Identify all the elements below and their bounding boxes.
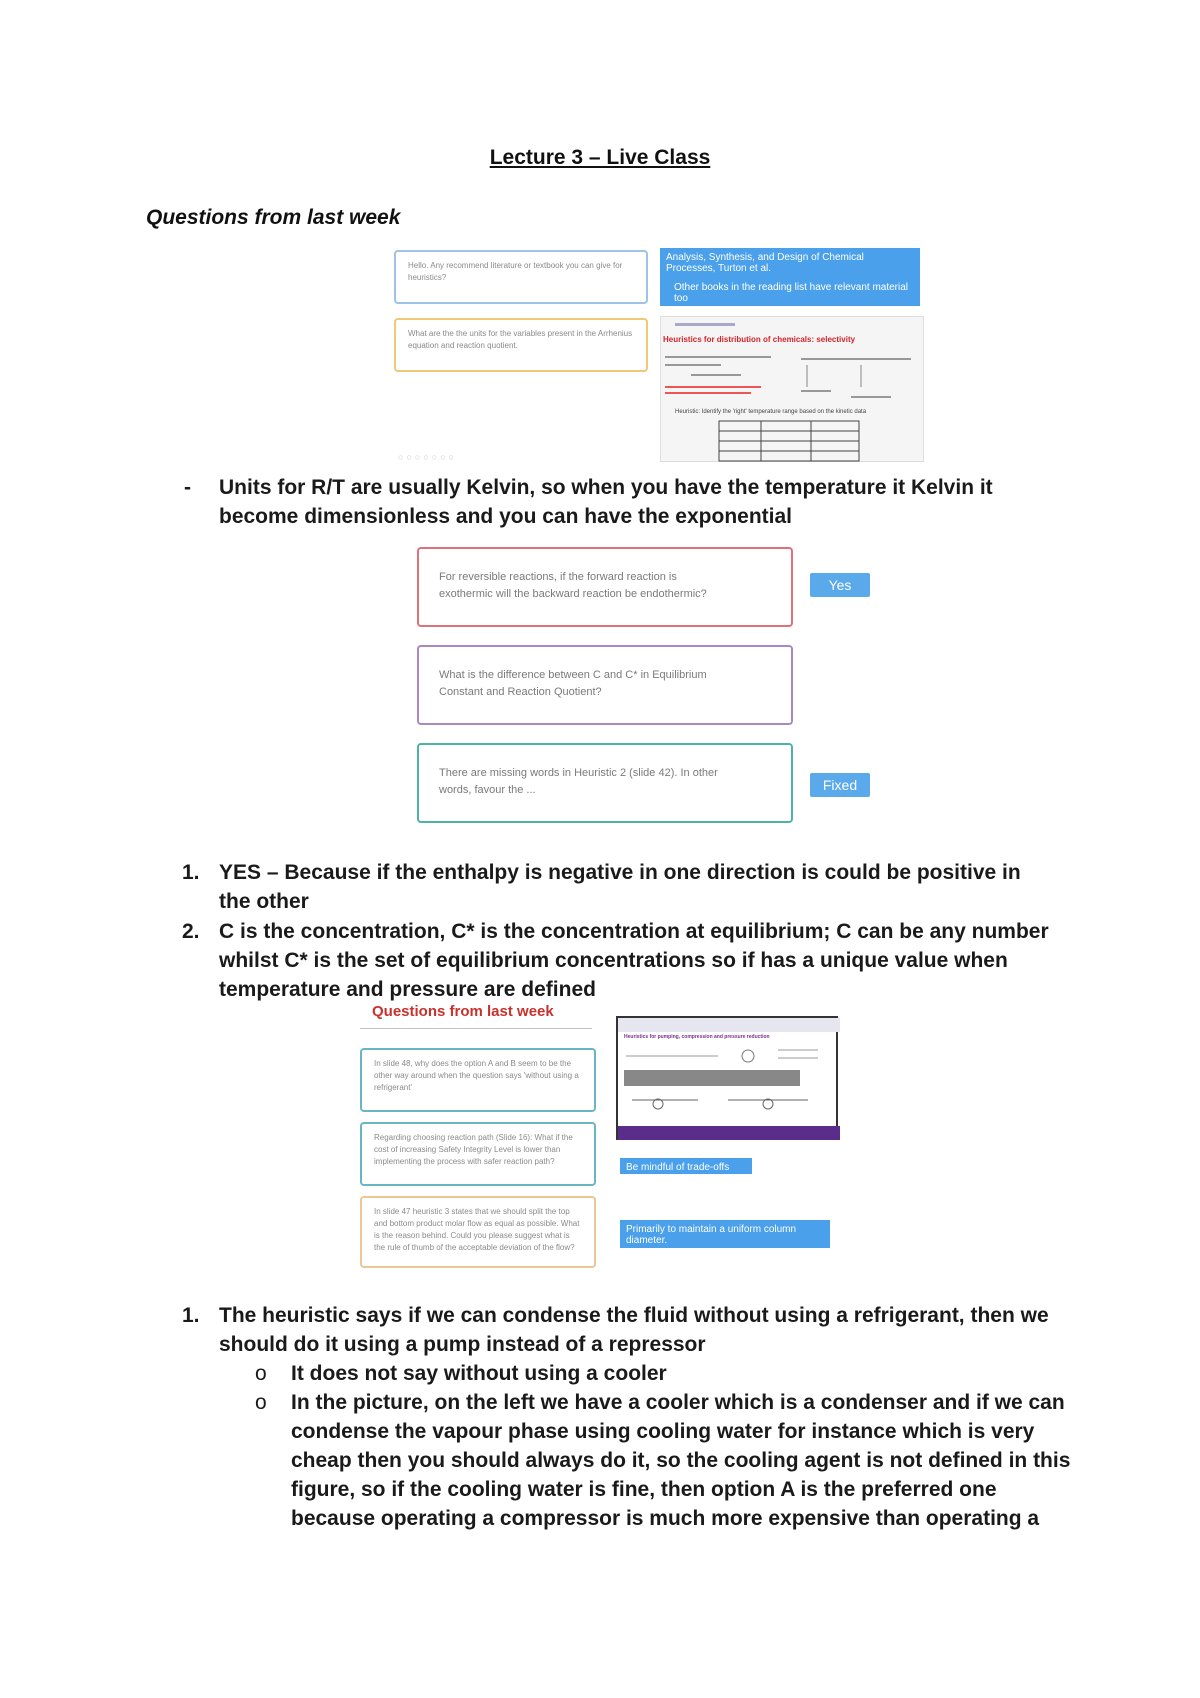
divider: [360, 1028, 592, 1029]
slide-heading: Heuristics for distribution of chemicals: selectivity: [663, 335, 856, 344]
dash-marker: -: [184, 476, 191, 499]
question-card: Hello. Any recommend literature or textbook you can give for heuristics?: [394, 250, 648, 304]
answer-note: [660, 248, 920, 306]
slide-caption: Heuristic: Identify the 'right' temperature range based on the kinetic data: [675, 409, 867, 415]
document-title: Lecture 3 – Live Class: [489, 146, 711, 169]
sub-list-item: In the picture, on the left we have a cooler which is a condenser and if we can condense the vapour phase using cooling water for instance which is very cheap then you should always do it, so the cooling agent is not defined in this figure, so if the cooling water is fine, then option A is the preferred one because operating a compressor is much more expensive than operating a: [291, 1391, 1071, 1530]
question-card: What are the the units for the variables present in the Arrhenius equation and reaction quotient.: [394, 318, 648, 372]
answer-yes-badge: Yes: [810, 573, 870, 597]
note-title: Analysis, Synthesis, and Design of Chemical Processes, Turton et al.: [666, 252, 864, 274]
answer-note: Be mindful of trade-offs: [620, 1158, 752, 1174]
question-card: In slide 47 heuristic 3 states that we should split the top and bottom product molar flow as equal as possible. What is the reason behind. Could you please suggest what is the rule of thumb of the acceptable deviation of the flow?: [360, 1196, 596, 1268]
slide-heading: Heuristics for pumping, compression and pressure reduction: [624, 1034, 770, 1040]
question-card: For reversible reactions, if the forward reaction is exothermic will the backward reaction be endothermic?: [417, 547, 793, 627]
list-number: 2.: [182, 920, 200, 943]
slide-diagram: [618, 1018, 840, 1142]
slide-thumbnail: [660, 316, 924, 462]
slide-diagram: [661, 317, 925, 463]
pagination-dots: ○○○○○○○: [398, 452, 458, 462]
sub-list-item: It does not say without using a cooler: [291, 1362, 667, 1385]
sub-bullet-marker: o: [255, 1362, 267, 1385]
answer-note: Primarily to maintain a uniform column diameter.: [620, 1220, 830, 1248]
bullet-text: Units for R/T are usually Kelvin, so when you have the temperature it Kelvin it become dimensionless and you can have the exponential: [219, 476, 993, 528]
sub-bullet-marker: o: [255, 1391, 267, 1414]
cropped-heading-frame: [360, 1003, 590, 1020]
section-heading: Questions from last week: [146, 206, 401, 229]
question-card: There are missing words in Heuristic 2 (slide 42). In other words, favour the ...: [417, 743, 793, 823]
list-item: YES – Because if the enthalpy is negative in one direction is could be positive in the other: [219, 861, 1021, 913]
cropped-heading: Questions from last week: [372, 1003, 554, 1020]
list-item: C is the concentration, C* is the concentration at equilibrium; C can be any number whilst C* is the set of equilibrium concentrations so if has a unique value when temperature and pressure are defined: [219, 920, 1049, 1001]
note-body: Other books in the reading list have relevant material too: [674, 282, 909, 304]
question-card: What is the difference between C and C* in Equilibrium Constant and Reaction Quotient?: [417, 645, 793, 725]
list-number: 1.: [182, 1304, 200, 1327]
slide-thumbnail: [616, 1016, 838, 1140]
list-item: The heuristic says if we can condense the fluid without using a refrigerant, then we should do it using a pump instead of a repressor: [219, 1304, 1049, 1356]
answer-fixed-badge: Fixed: [810, 773, 870, 797]
question-card: In slide 48, why does the option A and B seem to be the other way around when the question says 'without using a refrigerant': [360, 1048, 596, 1112]
list-number: 1.: [182, 861, 200, 884]
question-card: Regarding choosing reaction path (Slide 16): What if the cost of increasing Safety Integrity Level is lower than implementing the process with safer reaction path?: [360, 1122, 596, 1186]
